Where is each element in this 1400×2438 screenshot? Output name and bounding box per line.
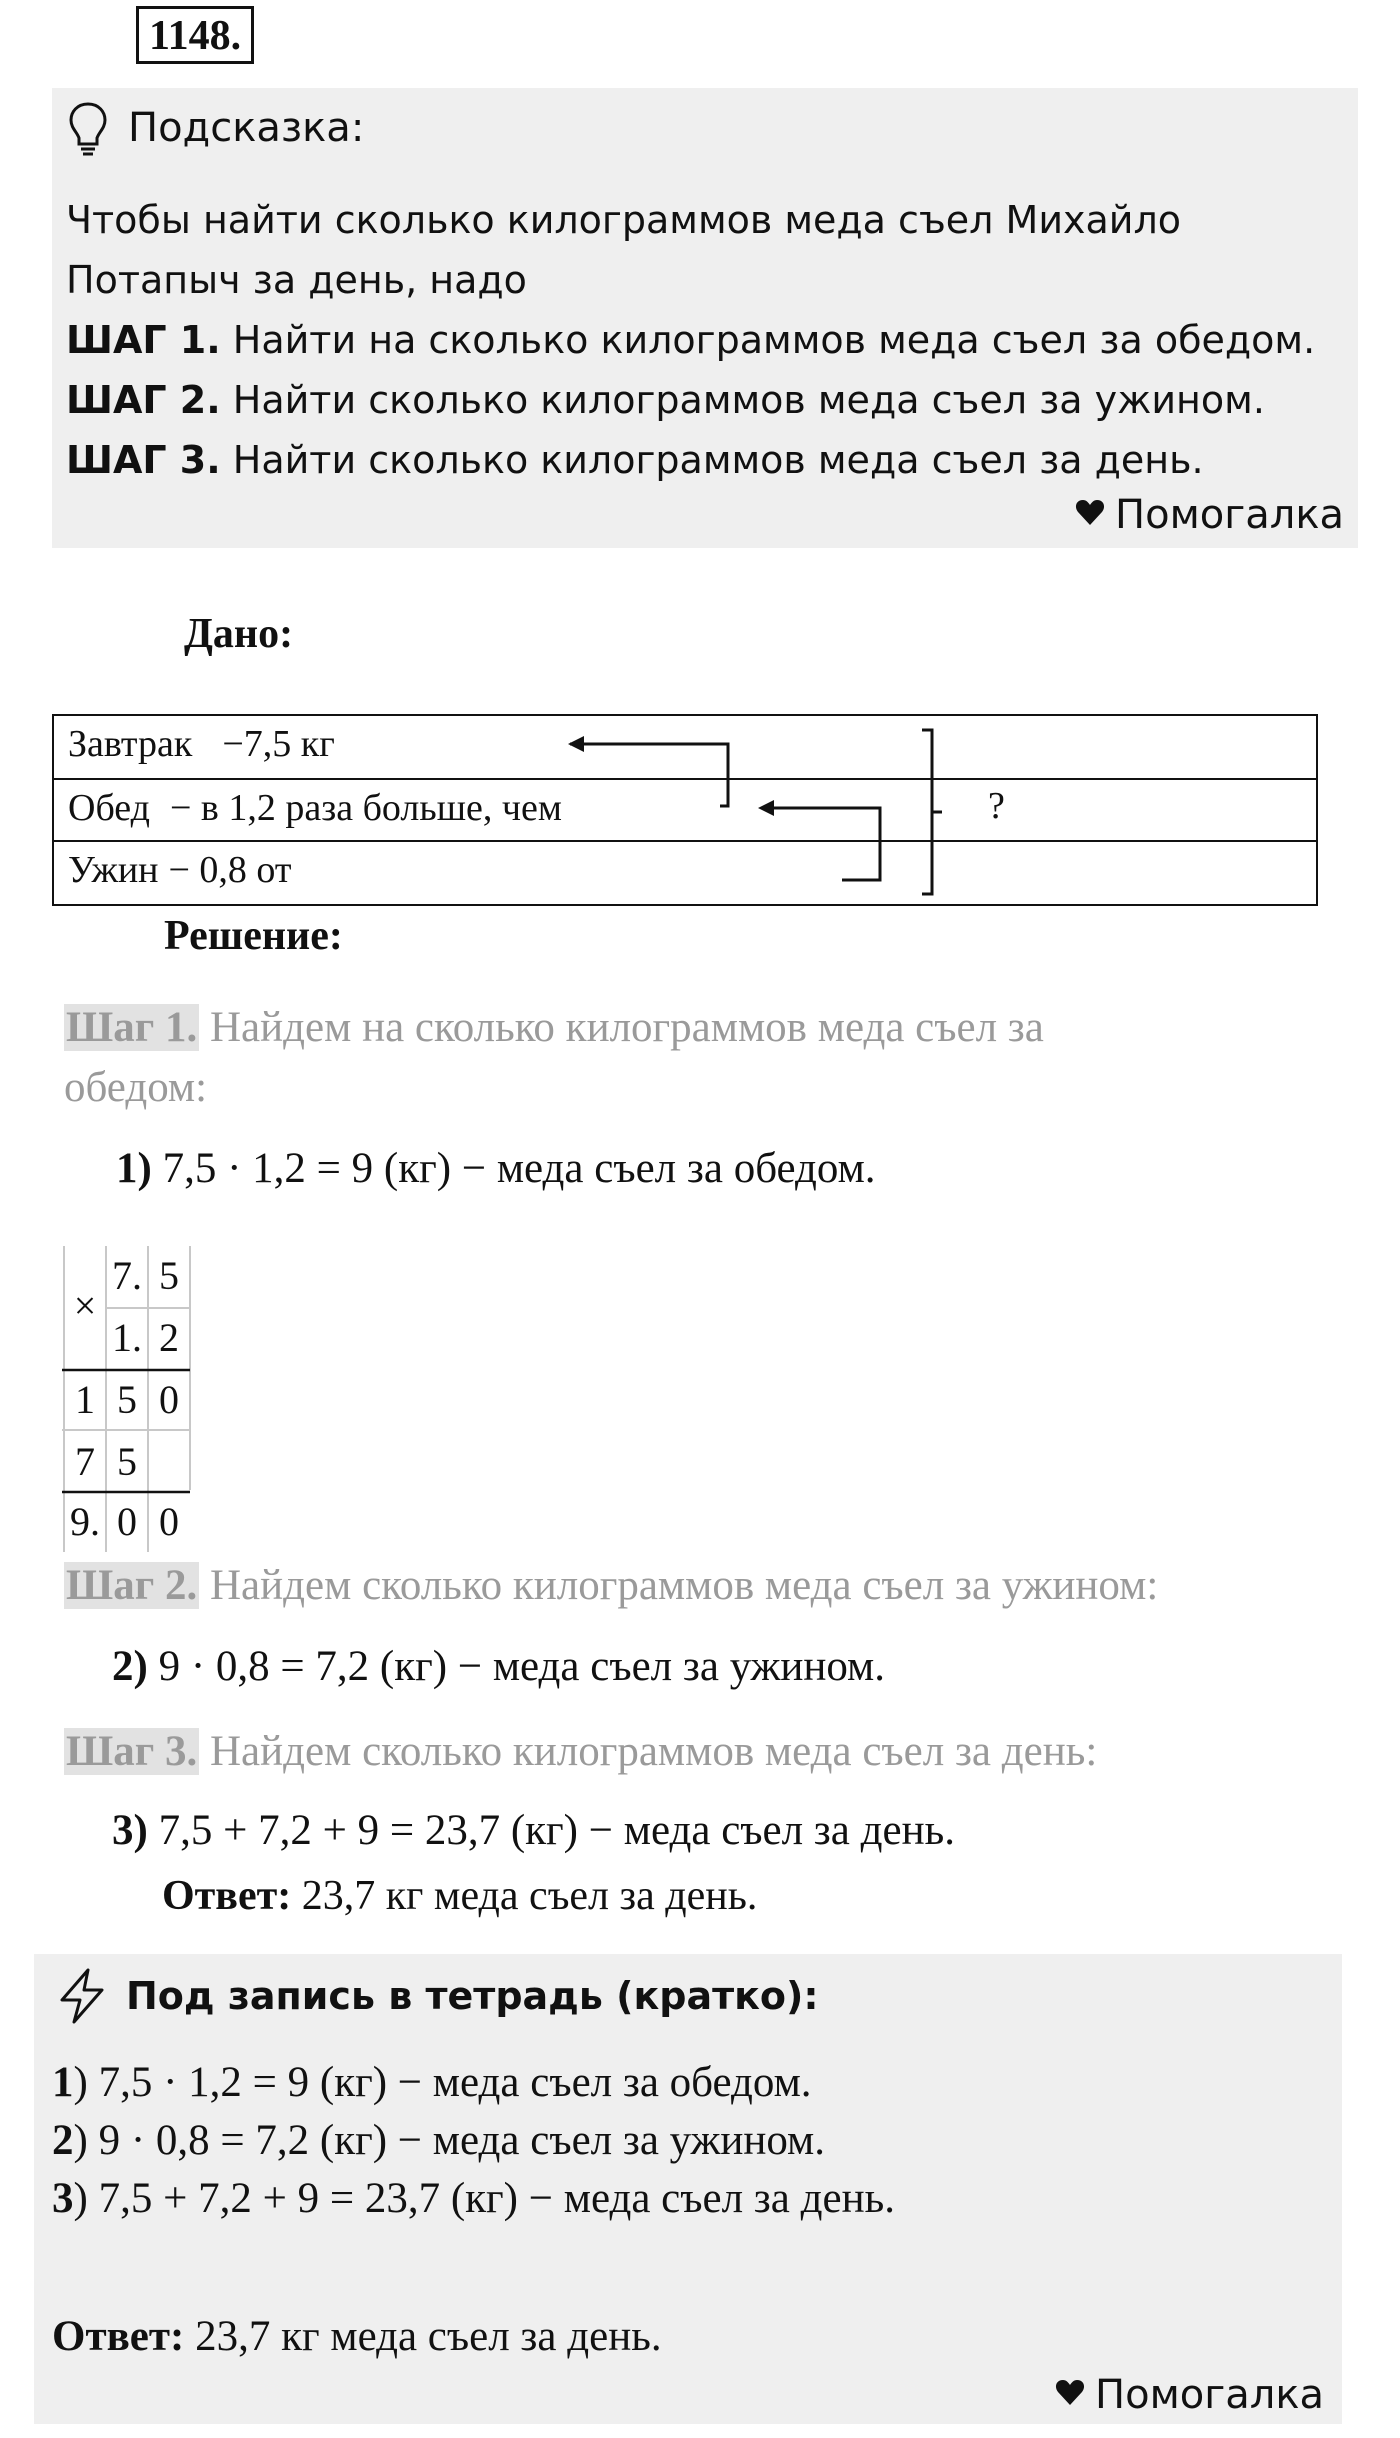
arrow-lunch-to-breakfast bbox=[570, 744, 728, 806]
given-title: Дано: bbox=[184, 611, 294, 657]
step-label: Шаг 1. bbox=[66, 1004, 198, 1051]
digit-cell: 5 bbox=[159, 1253, 179, 1298]
hint-title: Подсказка: bbox=[128, 105, 365, 151]
hint-step-text: Найти сколько килограммов меда съел за ужином. bbox=[220, 378, 1265, 422]
formula-number: 3) bbox=[112, 1807, 148, 1854]
step-text: Найдем на сколько килограммов меда съел за bbox=[199, 1004, 1044, 1051]
given-row-label: Ужин bbox=[68, 849, 159, 891]
hint-step-label: ШАГ 1. bbox=[66, 318, 221, 362]
digit-cell: 7 bbox=[75, 1439, 95, 1484]
formula-expression: 9 · 0,8 = 7,2 (кг) − меда съел за ужином. bbox=[158, 1643, 886, 1690]
heart-icon bbox=[1075, 498, 1105, 526]
step-1-title bbox=[64, 998, 1044, 1058]
digit-cell: 2 bbox=[159, 1315, 179, 1360]
answer-text: 23,7 кг меда съел за день. bbox=[291, 1873, 758, 1919]
digit-cell: 9. bbox=[70, 1499, 100, 1544]
given-row-text bbox=[68, 722, 335, 766]
given-row-label: Обед bbox=[68, 787, 150, 829]
step-2-title bbox=[64, 1556, 1158, 1616]
formula-number: 1) bbox=[116, 1145, 152, 1192]
column-multiplication bbox=[62, 1246, 192, 1552]
notebook-title: Под запись в тетрадь (кратко): bbox=[126, 1974, 819, 2018]
formula-3 bbox=[112, 1806, 955, 1855]
step-text: Найдем сколько килограммов меда съел за день: bbox=[199, 1728, 1098, 1775]
answer bbox=[162, 1872, 757, 1920]
given-row-value: −7,5 кг bbox=[222, 723, 335, 765]
solution-title: Решение: bbox=[164, 913, 343, 959]
formula-1 bbox=[116, 1144, 876, 1193]
arrow-head-icon bbox=[568, 736, 584, 752]
digit-cell: 5 bbox=[117, 1439, 137, 1484]
digit-cell: 1. bbox=[112, 1315, 142, 1360]
hint-intro-line1: Чтобы найти сколько килограммов меда съел Михайло bbox=[66, 198, 1182, 242]
problem-number: 1148. bbox=[136, 6, 254, 64]
lightning-icon bbox=[52, 1966, 112, 2026]
digit-cell: 0 bbox=[117, 1499, 137, 1544]
heart-icon bbox=[1055, 2378, 1085, 2406]
lightbulb-icon bbox=[66, 100, 110, 158]
step-label: Шаг 2. bbox=[66, 1562, 198, 1609]
answer-label: Ответ: bbox=[52, 2313, 185, 2360]
formula-2 bbox=[112, 1642, 885, 1691]
formula-expression: 7,5 + 7,2 + 9 = 23,7 (кг) − меда съел за день. bbox=[158, 1807, 955, 1854]
step-3-title bbox=[64, 1722, 1097, 1782]
step-1-title-cont: обедом: bbox=[64, 1064, 208, 1111]
given-row-value: − в 1,2 раза больше, чем bbox=[169, 787, 562, 829]
notebook-line-number: 3 bbox=[52, 2175, 74, 2222]
hint-brand bbox=[1075, 492, 1344, 538]
given-question: ? bbox=[988, 785, 1005, 827]
step-label: Шаг 3. bbox=[66, 1728, 198, 1775]
hint-step-text: Найти сколько килограммов меда съел за день. bbox=[220, 438, 1204, 482]
notebook-line-1 bbox=[52, 2058, 812, 2107]
digit-cell: 1 bbox=[75, 1377, 95, 1422]
digit-cell: 7. bbox=[112, 1253, 142, 1298]
multiply-sign: × bbox=[73, 1283, 97, 1328]
notebook-answer bbox=[52, 2312, 662, 2361]
notebook-line-2 bbox=[52, 2116, 825, 2165]
hint-step-label: ШАГ 2. bbox=[66, 378, 221, 422]
step-text: Найдем сколько килограммов меда съел за ужином: bbox=[199, 1562, 1159, 1609]
notebook-line-expression: ) 7,5 · 1,2 = 9 (кг) − меда съел за обедом. bbox=[73, 2059, 812, 2106]
given-row-value: − 0,8 от bbox=[168, 849, 292, 891]
given-row-label: Завтрак bbox=[68, 723, 193, 765]
notebook-line-expression: ) 7,5 + 7,2 + 9 = 23,7 (кг) − меда съел за день. bbox=[73, 2175, 895, 2222]
hint-step-3 bbox=[66, 430, 1204, 490]
given-row-text bbox=[68, 848, 292, 892]
right-brace-icon bbox=[922, 730, 942, 894]
notebook-line-number: 2 bbox=[52, 2117, 74, 2164]
digit-cell: 0 bbox=[159, 1377, 179, 1422]
hint-brand-label: Помогалка bbox=[1115, 492, 1344, 538]
notebook-line-expression: ) 9 · 0,8 = 7,2 (кг) − меда съел за ужином. bbox=[73, 2117, 825, 2164]
given-row-text bbox=[68, 786, 562, 830]
notebook-brand bbox=[1055, 2372, 1324, 2418]
formula-expression: 7,5 · 1,2 = 9 (кг) − меда съел за обедом. bbox=[162, 1145, 876, 1192]
notebook-line-3 bbox=[52, 2174, 895, 2223]
notebook-line-number: 1 bbox=[52, 2059, 74, 2106]
hint-step-text: Найти на сколько килограммов меда съел за обедом. bbox=[220, 318, 1316, 362]
hint-intro-line2: Потапыч за день, надо bbox=[66, 258, 527, 302]
arrow-head-icon bbox=[758, 800, 774, 816]
digit-cell: 0 bbox=[159, 1499, 179, 1544]
answer-label: Ответ: bbox=[162, 1873, 292, 1919]
notebook-brand-label: Помогалка bbox=[1095, 2372, 1324, 2418]
hint-step-label: ШАГ 3. bbox=[66, 438, 221, 482]
hint-step-2 bbox=[66, 370, 1265, 430]
digit-cell: 5 bbox=[117, 1377, 137, 1422]
answer-text: 23,7 кг меда съел за день. bbox=[184, 2313, 662, 2360]
hint-step-1 bbox=[66, 310, 1315, 370]
arrow-dinner-to-lunch bbox=[762, 808, 880, 880]
given-arrows bbox=[520, 714, 970, 906]
formula-number: 2) bbox=[112, 1643, 148, 1690]
